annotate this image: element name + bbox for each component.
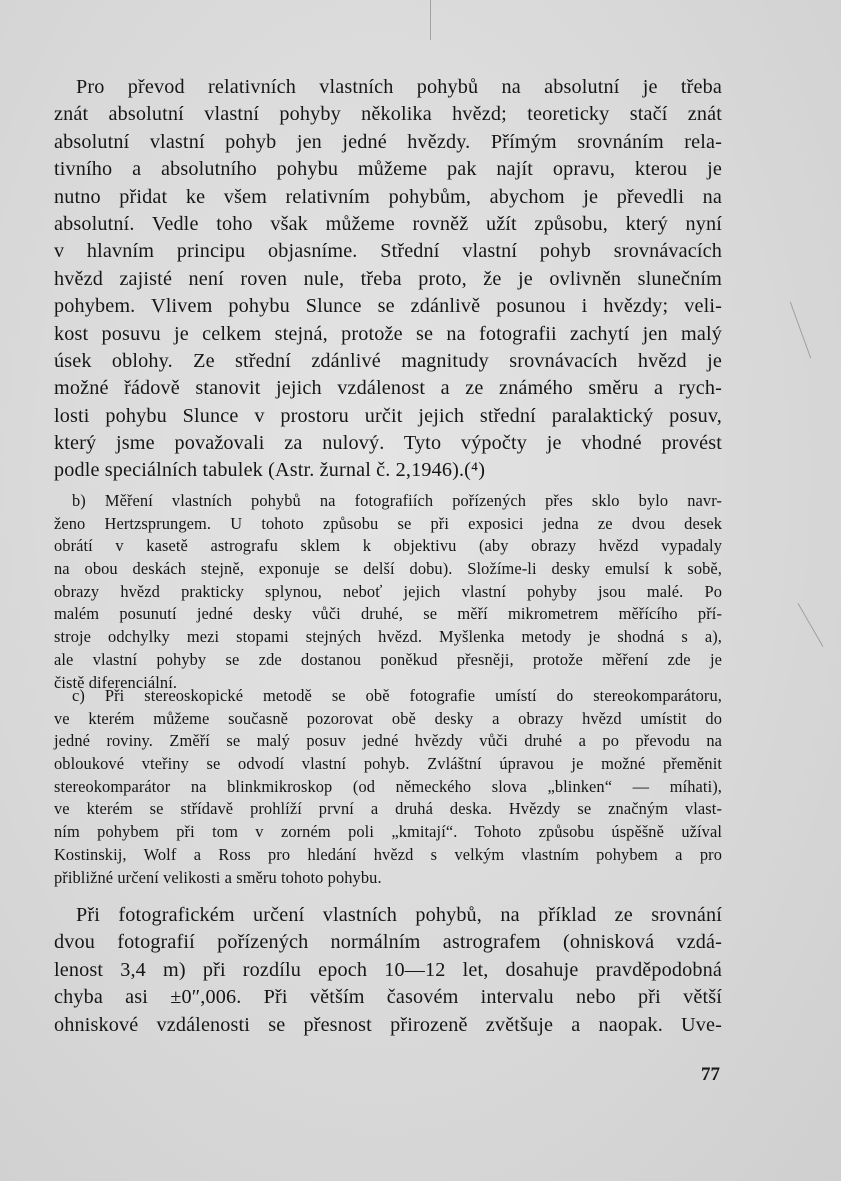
text-line: pohybem. Vlivem pohybu Slunce se zdánlivě posunou i hvězdy; veli- [54,295,722,318]
text-line: možné řádově stanovit jejich vzdálenost a ze známého směru a rych- [54,377,722,400]
text-line: ale vlastní pohyby se zde dostanou poněkud přesněji, protože měření zde je [54,649,722,669]
text-line: ve kterém se střídavě prohlíží první a druhá deska. Hvězdy se značným vlast- [54,799,722,819]
text-line: ve kterém můžeme současně pozorovat obě desky a obrazy hvězd umístit do [54,708,722,728]
text-line: obloukové vteřiny se odvodí vlastní pohyb. Zvláštní úpravou je možné přeměnit [54,754,722,774]
text-line: ním pohybem při tom v zorném poli „kmitají“. Tohoto způsobu úspěšně užíval [54,822,722,842]
text-line: absolutní vlastní pohyb jen jedné hvězdy. Přímým srovnáním rela- [54,130,722,153]
text-line: ohniskové vzdálenosti se přesnost přirozeně zvětšuje a naopak. Uve- [54,1013,722,1036]
text-line: Při fotografickém určení vlastních pohybů, na příklad ze srovnání [76,904,722,926]
text-line: lenost 3,4 m) při rozdílu epoch 10—12 let, dosahuje pravděpodobná [54,958,722,981]
text-line: tivního a absolutního pohybu můžeme pak najít opravu, kterou je [54,158,722,181]
text-line: jedné roviny. Změří se malý posuv jedné hvězdy vůči druhé a po převodu na [54,731,722,751]
text-line: přibližné určení velikosti a směru tohoto pohybu. [54,867,382,887]
text-line: na obou deskách stejně, exponuje se delší dobu). Složíme-li desky emulsí k sobě, [54,559,722,579]
text-line: ženo Hertzsprungem. U tohoto způsobu se při exposici jedna ze dvou desek [54,513,722,533]
text-line: malém posunutí jedné desky vůči druhé, se měří mikrometrem měřícího pří- [54,604,722,624]
scan-scratch [798,603,824,647]
text-line: hvězd zajisté není roven nule, třeba proto, že je ovlivněn slunečním [54,267,722,290]
page-number: 77 [701,1064,720,1085]
text-line: obrátí v kasetě astrografu sklem k objektivu (aby obrazy hvězd vypadaly [54,536,722,556]
paragraph-1 [54,74,722,485]
text-line: Pro převod relativních vlastních pohybů na absolutní je třeba [76,76,722,98]
text-line: v hlavním principu objasníme. Střední vlastní pohyb srovnávacích [54,240,722,263]
text-line: znát absolutní vlastní pohyby několika hvězd; teoreticky stačí znát [54,103,722,126]
text-line: stereokomparátor na blinkmikroskop (od německého slova „blinken“ — míhati), [54,776,722,796]
scan-scratch [430,0,431,40]
text-line: dvou fotografií pořízených normálním astrografem (ohnisková vzdá- [54,931,722,954]
text-line: podle speciálních tabulek (Astr. žurnal č. 2,1946).(⁴) [54,459,486,482]
text-line: absolutní. Vedle toho však můžeme rovněž užít způsobu, který nyní [54,212,722,235]
text-line: Kostinskij, Wolf a Ross pro hledání hvězd s velkým vlastním pohybem a pro [54,844,722,864]
text-line: chyba asi ±0″,006. Při větším časovém intervalu nebo při větší [54,986,722,1009]
text-line: stroje odchylky mezi stopami stejných hvězd. Myšlenka metody je shodná s a), [54,627,722,647]
text-line: čistě diferenciální. [54,672,178,692]
note-b [54,490,722,694]
text-line: b) Měření vlastních pohybů na fotografiích pořízených přes sklo bylo navr- [72,491,722,510]
scan-scratch [790,302,811,359]
paragraph-2 [54,902,722,1039]
text-line: který jsme považovali za nulový. Tyto výpočty je vhodné provést [54,432,722,455]
text-line: kost posuvu je celkem stejná, protože se na fotografii zachytí jen malý [54,322,722,345]
text-line: c) Při stereoskopické metodě se obě fotografie umístí do stereokomparátoru, [72,686,722,705]
note-c [54,685,722,889]
text-line: losti pohybu Slunce v prostoru určit jejich střední paralaktický posuv, [54,404,722,427]
text-line: úsek oblohy. Ze střední zdánlivé magnitudy srovnávacích hvězd je [54,349,722,372]
text-line: nutno přidat ke všem relativním pohybům, abychom je převedli na [54,185,722,208]
text-line: obrazy hvězd prakticky splynou, neboť jejich vlastní pohyby jsou malé. Po [54,581,722,601]
